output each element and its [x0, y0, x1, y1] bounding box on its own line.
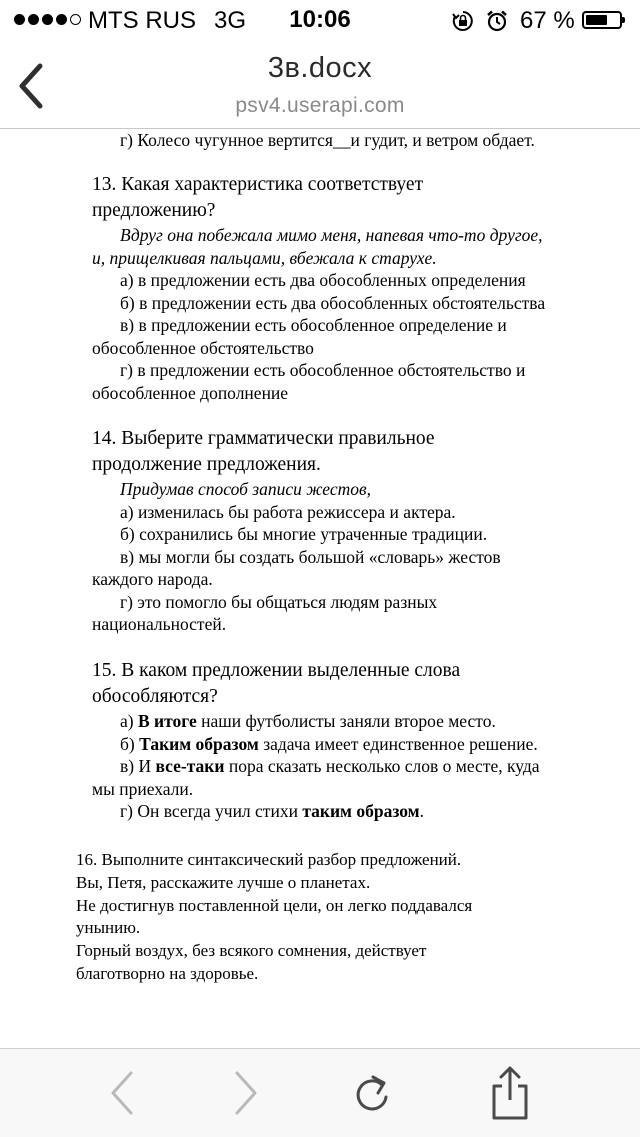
answer-option: обособленное обстоятельство — [92, 337, 314, 358]
reload-icon — [352, 1071, 392, 1115]
answer-option: г) Он всегда учил стихи таким образом. — [120, 801, 424, 821]
answer-option: а) в предложении есть два обособленных определения — [120, 270, 526, 290]
page-title: 3в.docx — [267, 52, 373, 84]
document-line: Вы, Петя, расскажите лучше о планетах. — [76, 872, 371, 892]
document-line: благотворно на здоровье. — [76, 963, 259, 983]
question-14 — [92, 426, 501, 636]
question-heading: предложению? — [92, 200, 216, 221]
share-button[interactable] — [486, 1069, 534, 1117]
answer-option: г) в предложении есть обособленное обстоятельство и — [120, 360, 526, 380]
chevron-left-icon — [107, 1070, 137, 1116]
answer-option: в) И все-таки пора сказать несколько слов о месте, куда — [120, 756, 540, 776]
page-host: psv4.userapi.com — [235, 94, 405, 117]
document-line: унынию. — [76, 918, 141, 938]
question-16 — [76, 849, 472, 986]
question-heading: продолжение предложения. — [92, 454, 321, 475]
answer-option: а) В итоге наши футболисты заняли второе место. — [120, 711, 496, 731]
clock: 10:06 — [289, 6, 351, 33]
battery-percent: 67 % — [520, 7, 575, 34]
question-heading: 16. Выполните синтаксический разбор предложений. — [76, 850, 462, 869]
battery-fill — [586, 15, 607, 25]
answer-option: б) сохранились бы многие утраченные традиции. — [120, 524, 488, 544]
nav-back-button[interactable] — [98, 1069, 146, 1117]
answer-option: б) Таким образом задача имеет единственное решение. — [120, 733, 538, 754]
document-line: Не достигнув поставленной цели, он легко поддавался — [76, 895, 473, 915]
bottom-toolbar — [0, 1048, 640, 1137]
example-sentence: Придумав способ записи жестов, — [120, 479, 371, 499]
rotation-lock-icon — [452, 10, 474, 32]
question-heading: 13. Какая характеристика соответствует — [92, 174, 424, 195]
answer-option: в) мы могли бы создать большой «словарь» жестов — [120, 546, 501, 567]
answer-option: а) изменилась бы работа режиссера и актера. — [120, 501, 456, 522]
document-line: Горный воздух, без всякого сомнения, действует — [76, 941, 427, 961]
reload-button[interactable] — [348, 1069, 396, 1117]
question-heading: 15. В каком предложении выделенные слова — [92, 660, 461, 681]
answer-option: каждого народа. — [92, 569, 213, 589]
question-13 — [92, 172, 545, 404]
answer-option: обособленное дополнение — [92, 382, 289, 403]
document-viewer[interactable] — [0, 128, 640, 1048]
chevron-right-icon — [231, 1070, 261, 1116]
document-header — [0, 40, 640, 129]
network-type: 3G — [214, 7, 247, 34]
answer-option: национальностей. — [92, 614, 227, 634]
nav-forward-button[interactable] — [222, 1069, 270, 1117]
answer-option: г) это помогло бы общаться людям разных — [120, 591, 438, 612]
carrier-name: MTS RUS — [88, 7, 196, 34]
question-heading: 14. Выберите грамматически правильное — [92, 428, 435, 449]
battery-icon — [582, 11, 622, 29]
document-line: г) Колесо чугунное вертится__и гудит, и ветром обдает. — [120, 130, 535, 150]
example-sentence: Вдруг она побежала мимо меня, напевая что-то другое, — [120, 225, 543, 245]
answer-option: в) в предложении есть обособленное определение и — [120, 315, 507, 335]
share-icon — [490, 1066, 530, 1120]
status-bar — [0, 0, 640, 40]
answer-option: б) в предложении есть два обособленных обстоятельства — [120, 292, 546, 313]
answer-option: мы приехали. — [92, 778, 194, 799]
example-sentence: и, прищелкивая пальцами, вбежала к старухе. — [92, 247, 437, 268]
question-heading: обособляются? — [92, 686, 218, 707]
alarm-icon — [486, 10, 508, 32]
question-15 — [92, 658, 540, 823]
